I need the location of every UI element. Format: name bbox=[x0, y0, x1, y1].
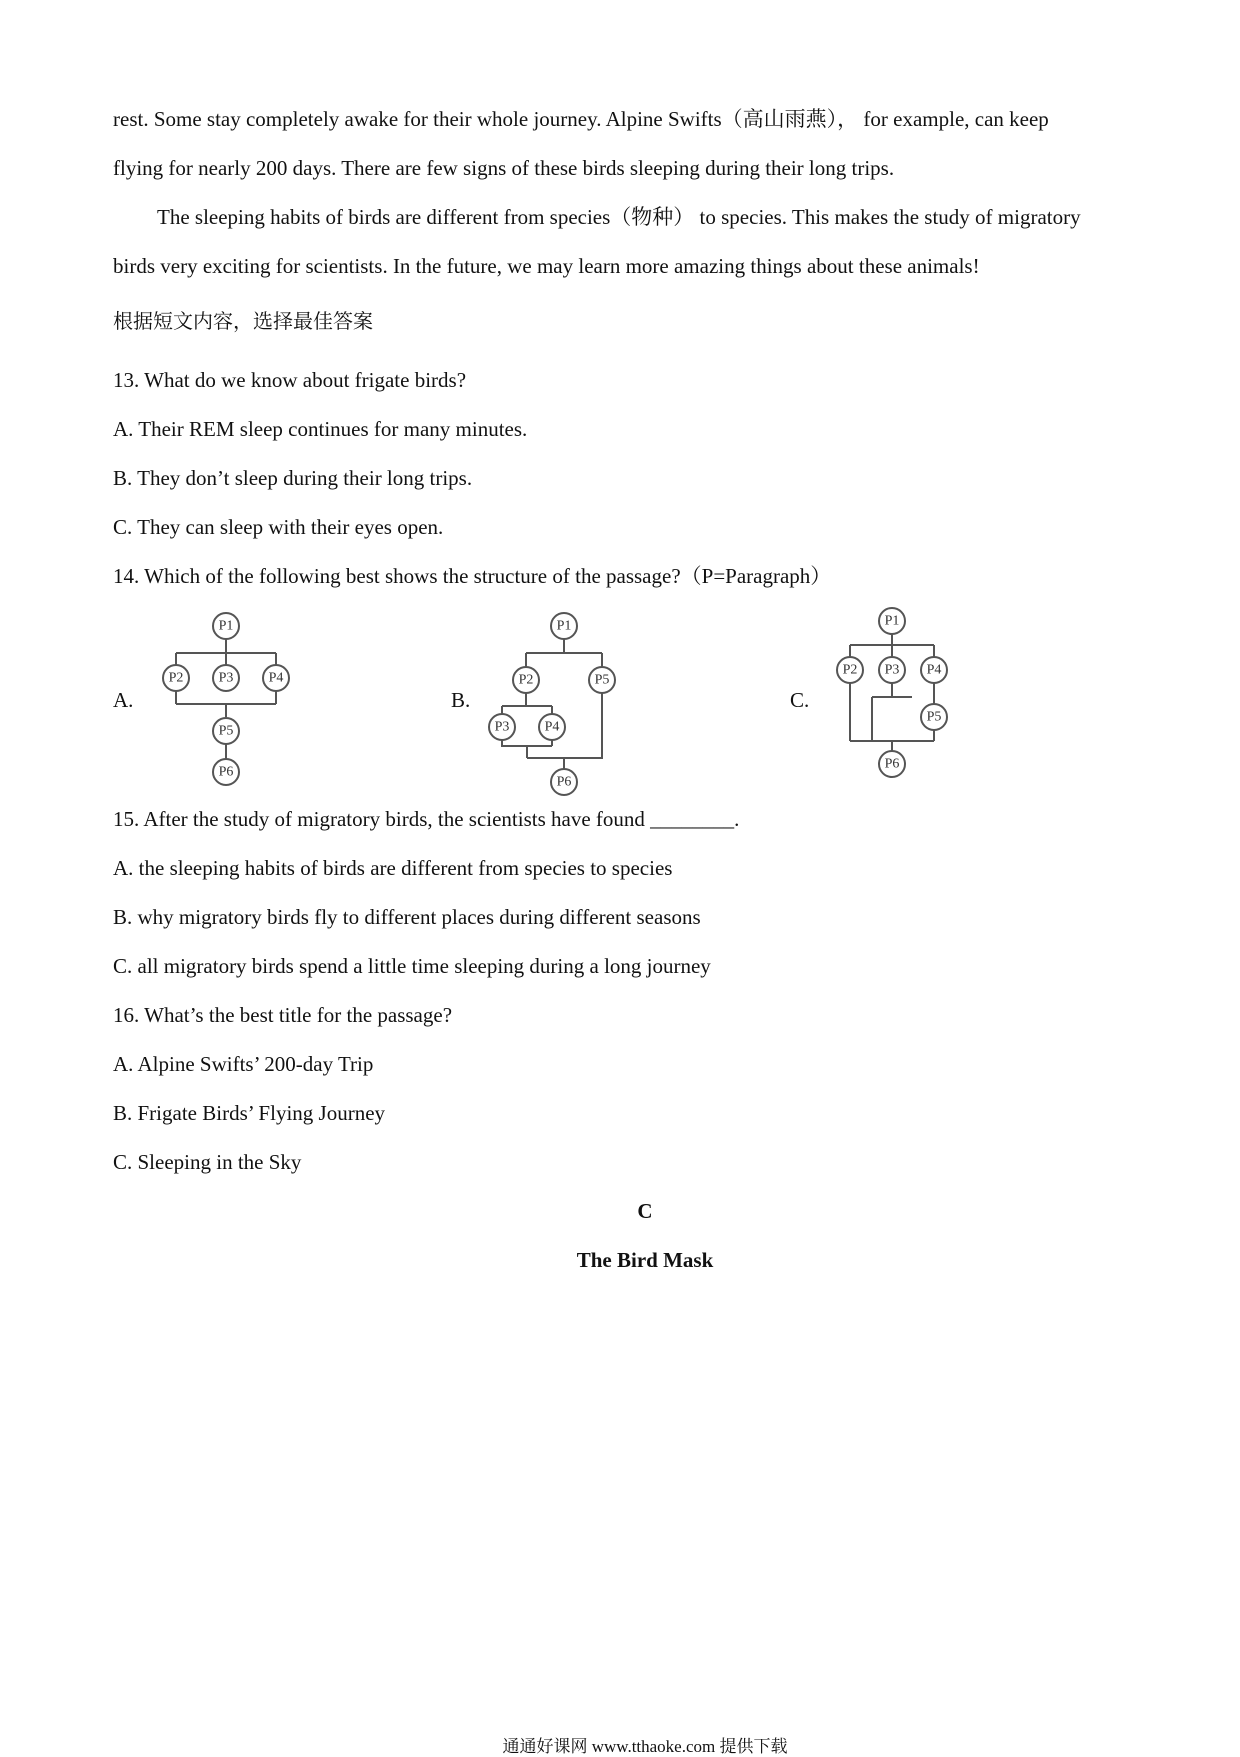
q13-option-b: B. They don’t sleep during their long trips. bbox=[113, 466, 473, 490]
section-letter: C bbox=[637, 1199, 653, 1223]
node-p3 bbox=[489, 714, 515, 740]
instruction: 根据短文内容，选择最佳答案 bbox=[113, 309, 373, 333]
q16-option-c: C. Sleeping in the Sky bbox=[113, 1150, 302, 1174]
node-p5 bbox=[589, 667, 615, 693]
node-p1 bbox=[551, 613, 577, 639]
q14-diagram-b bbox=[480, 610, 620, 790]
svg-text:P4: P4 bbox=[544, 719, 560, 735]
q14-option-c-label: C. bbox=[790, 688, 810, 712]
q14-stem: 14. Which of the following best shows the structure of the passage?（P=Paragraph） bbox=[113, 564, 832, 588]
q16-option-a: A. Alpine Swifts’ 200-day Trip bbox=[113, 1052, 374, 1076]
q14-option-a-label: A. bbox=[113, 688, 134, 712]
q16-option-b: B. Frigate Birds’ Flying Journey bbox=[113, 1101, 386, 1125]
q15-option-a: A. the sleeping habits of birds are different from species to species bbox=[113, 856, 673, 880]
node-p1 bbox=[213, 613, 239, 639]
svg-text:P3: P3 bbox=[218, 670, 234, 686]
node-p6 bbox=[551, 769, 577, 795]
svg-text:P5: P5 bbox=[926, 709, 942, 725]
section-title: The Bird Mask bbox=[576, 1248, 714, 1272]
q15-stem: 15. After the study of migratory birds, the scientists have found ________. bbox=[113, 807, 740, 831]
node-p6 bbox=[213, 759, 239, 785]
svg-text:P4: P4 bbox=[926, 662, 942, 678]
q13-stem: 13. What do we know about frigate birds? bbox=[113, 368, 467, 392]
q14-diagram-c bbox=[830, 605, 970, 785]
passage-line-1: rest. Some stay completely awake for their whole journey. Alpine Swifts（高山雨燕）， for example, can keep bbox=[113, 107, 1049, 131]
node-p2 bbox=[163, 665, 189, 691]
svg-text:P6: P6 bbox=[218, 764, 234, 780]
passage-line-3: The sleeping habits of birds are different from species（物种） to species. This makes the study of migratory bbox=[157, 205, 1081, 229]
svg-text:P2: P2 bbox=[842, 662, 858, 678]
svg-text:P5: P5 bbox=[218, 723, 234, 739]
svg-text:P4: P4 bbox=[268, 670, 284, 686]
node-p4 bbox=[539, 714, 565, 740]
q16-stem: 16. What’s the best title for the passage? bbox=[113, 1003, 453, 1027]
q13-option-c: C. They can sleep with their eyes open. bbox=[113, 515, 444, 539]
svg-text:P1: P1 bbox=[218, 618, 234, 634]
node-p1 bbox=[879, 608, 905, 634]
svg-text:P6: P6 bbox=[556, 774, 572, 790]
q14-option-b-label: B. bbox=[451, 688, 471, 712]
svg-text:P3: P3 bbox=[494, 719, 510, 735]
node-p4 bbox=[921, 657, 947, 683]
q15-option-c: C. all migratory birds spend a little time sleeping during a long journey bbox=[113, 954, 711, 978]
svg-text:P1: P1 bbox=[884, 613, 900, 629]
svg-text:P3: P3 bbox=[884, 662, 900, 678]
svg-text:P5: P5 bbox=[594, 672, 610, 688]
node-p4 bbox=[263, 665, 289, 691]
node-p6 bbox=[879, 751, 905, 777]
svg-text:P2: P2 bbox=[518, 672, 534, 688]
node-p3 bbox=[213, 665, 239, 691]
svg-text:P6: P6 bbox=[884, 756, 900, 772]
svg-text:P2: P2 bbox=[168, 670, 184, 686]
q13-option-a: A. Their REM sleep continues for many minutes. bbox=[113, 417, 528, 441]
footer-credit: 通通好课网 www.tthaoke.com 提供下载 bbox=[502, 1737, 788, 1756]
passage-line-4: birds very exciting for scientists. In the future, we may learn more amazing things about these animals! bbox=[113, 254, 980, 278]
q14-diagram-a bbox=[160, 610, 300, 790]
passage-line-2: flying for nearly 200 days. There are few signs of these birds sleeping during their long trips. bbox=[113, 156, 895, 180]
node-p2 bbox=[513, 667, 539, 693]
node-p5 bbox=[213, 718, 239, 744]
node-p2 bbox=[837, 657, 863, 683]
q15-option-b: B. why migratory birds fly to different places during different seasons bbox=[113, 905, 701, 929]
node-p3 bbox=[879, 657, 905, 683]
node-p5 bbox=[921, 704, 947, 730]
svg-text:P1: P1 bbox=[556, 618, 572, 634]
